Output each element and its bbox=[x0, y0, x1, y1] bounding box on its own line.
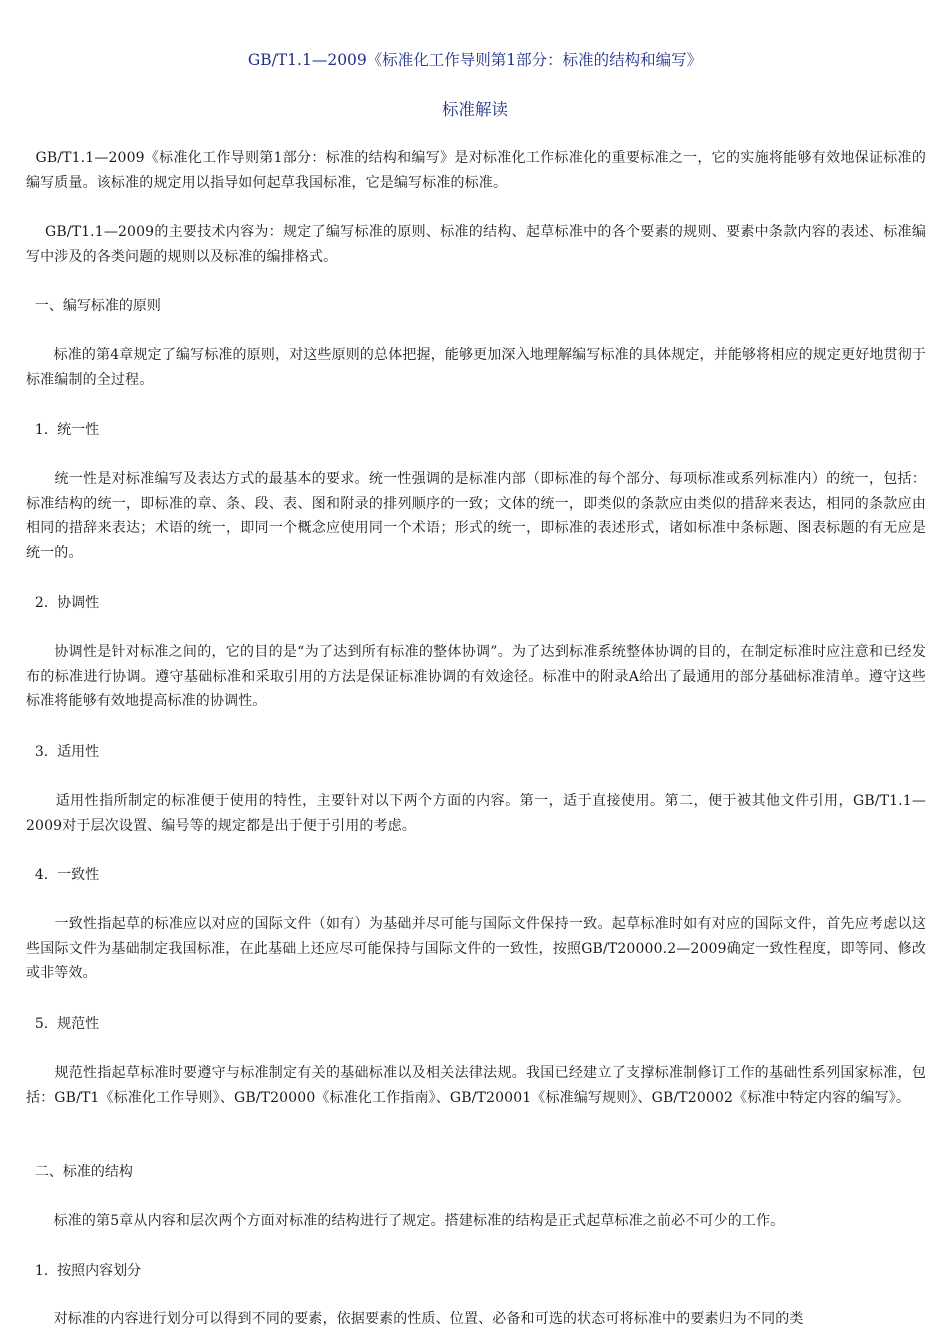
applicability-paragraph: 适用性指所制定的标准便于使用的特性，主要针对以下两个方面的内容。第一，适于直接使用。第二，便于被其他文件引用，GB/T1.1—2009对于层次设置、编号等的规定都是出于便于引用的考虑。 bbox=[26, 793, 926, 834]
section-heading-structure: 二、标准的结构 bbox=[26, 1164, 133, 1180]
subsection-heading-by-content: 1. 按照内容划分 bbox=[26, 1263, 142, 1279]
document-title: GB/T1.1—2009《标准化工作导则第1部分：标准的结构和编写》 bbox=[247, 51, 703, 69]
subsection-heading-uniformity: 1. 统一性 bbox=[26, 422, 100, 438]
coordination-paragraph: 协调性是针对标准之间的，它的目的是“为了达到所有标准的整体协调”。为了达到标准系统整体协调的目的，在制定标准时应注意和已经发布的标准进行协调。遵守基础标准和采取引用的方法是保证标准协调的有效途径。标准中的附录A给出了最通用的部分基础标准清单。遵守这些标准将能够有效地提高标准的协调性。 bbox=[26, 644, 926, 709]
subsection-heading-consistency: 4. 一致性 bbox=[26, 867, 100, 883]
principles-paragraph: 标准的第4章规定了编写标准的原则，对这些原则的总体把握，能够更加深入地理解编写标准的具体规定，并能够将相应的规定更好地贯彻于标准编制的全过程。 bbox=[26, 347, 926, 388]
consistency-paragraph: 一致性指起草的标准应以对应的国际文件（如有）为基础并尽可能与国际文件保持一致。起草标准时如有对应的国际文件，首先应考虑以这些国际文件为基础制定我国标准，在此基础上还应尽可能保持与国际文件的一致性，按照GB/T20000.2—2009确定一致性程度，即等同、修改或非等效。 bbox=[26, 916, 926, 981]
by-content-paragraph: 对标准的内容进行划分可以得到不同的要素，依据要素的性质、位置、必备和可选的状态可将标准中的要素归为不同的类 bbox=[26, 1311, 804, 1327]
subsection-heading-applicability: 3. 适用性 bbox=[26, 744, 100, 760]
uniformity-paragraph: 统一性是对标准编写及表达方式的最基本的要求。统一性强调的是标准内部（即标准的每个部分、每项标准或系列标准内）的统一，包括：标准结构的统一，即标准的章、条、段、表、图和附录的排列顺序的一致；文体的统一，即类似的条款应由类似的措辞来表达，相同的条款应由相同的措辞来表达；术语的统一，即同一个概念应使用同一个术语；形式的统一，即标准的表述形式，诸如标准中条标题、图表标题的有无应是统一的。 bbox=[26, 471, 926, 561]
intro-paragraph: GB/T1.1—2009《标准化工作导则第1部分：标准的结构和编写》是对标准化工作标准化的重要标准之一，它的实施将能够有效地保证标准的编写质量。该标准的规定用以指导如何起草我国标准，它是编写标准的标准。 bbox=[26, 150, 926, 191]
normativity-paragraph: 规范性指起草标准时要遵守与标准制定有关的基础标准以及相关法律法规。我国已经建立了支撑标准制修订工作的基础性系列国家标准，包括：GB/T1《标准化工作导则》、GB/T20000《标准化工作指南》、GB/T20001《标准编写规则》、GB/T20002《标准中特定内容的编写》。 bbox=[26, 1065, 926, 1106]
document-subtitle: 标准解读 bbox=[442, 100, 508, 119]
structure-paragraph: 标准的第5章从内容和层次两个方面对标准的结构进行了规定。搭建标准的结构是正式起草标准之前必不可少的工作。 bbox=[26, 1213, 785, 1229]
subsection-heading-coordination: 2. 协调性 bbox=[26, 595, 100, 611]
section-heading-principles: 一、编写标准的原则 bbox=[26, 298, 161, 314]
subsection-heading-normativity: 5. 规范性 bbox=[26, 1016, 100, 1032]
main-content-paragraph: GB/T1.1—2009的主要技术内容为：规定了编写标准的原则、标准的结构、起草标准中的各个要素的规则、要素中条款内容的表述、标准编写中涉及的各类问题的规则以及标准的编排格式。 bbox=[26, 224, 926, 265]
